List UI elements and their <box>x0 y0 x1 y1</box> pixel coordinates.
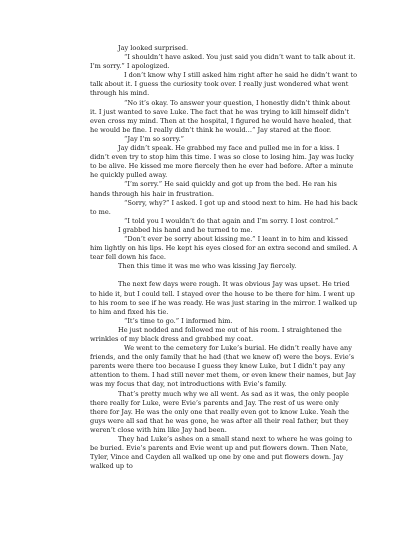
section-break <box>90 271 358 280</box>
paragraph: “It’s time to go.” I informed him. <box>124 316 233 325</box>
paragraph: That’s pretty much why we all went. As sad as it was, the only people there really for Luke, were Evie’s parents and Jay. The rest of us were only there for Jay. He was the only one that really even got to know Luke. Yeah the guys were all sad that he was gone, he was after all their real father, but they weren’t close with him like Jay had been. <box>90 389 349 434</box>
paragraph: The next few days were rough. It was obvious Jay was upset. He tried to hide it, but I could tell. I stayed over the house to be there for him. I went up to his room to see if he was ready. He was just staring in the mirror. I walked up to him and fixed his tie. <box>90 280 357 316</box>
paragraph: “Jay I’m so sorry.” <box>124 134 184 143</box>
paragraph: We went to the cemetery for Luke’s burial. He didn’t really have any friends, and the only family that he had (that we knew of) were the boys. Evie’s parents were there too because I guess they knew Luke, but I didn’t pay any attention to them. I had still never met them, or even knew their names, but Jay was my focus that day, not introductions with Evie’s family. <box>90 344 356 389</box>
paragraph: He just nodded and followed me out of his room. I straightened the wrinkles of my black dress and grabbed my coat. <box>90 325 342 343</box>
paragraph: I grabbed his hand and he turned to me. <box>118 225 253 234</box>
paragraph: They had Luke’s ashes on a small stand next to where he was going to be buried. Evie’s parents and Evie went up and put flowers down. Then Nate, Tyler, Vince and Cayden all walked up one by one and put flowers down. Jay walked up to <box>90 435 353 471</box>
paragraph: “I told you I wouldn’t do that again and I’m sorry. I lost control.” <box>124 216 339 225</box>
paragraph: Jay didn’t speak. He grabbed my face and pulled me in for a kiss. I didn’t even try to stop him this time. I was so close to losing him. Jay was lucky to be alive. He kissed me more fiercely then he ever had before. After a minute he quickly pulled away. <box>90 144 354 180</box>
paragraph: Jay looked surprised. <box>118 44 189 52</box>
paragraph: “Sorry, why?” I asked. I got up and stood next to him. He had his back to me. <box>90 198 358 216</box>
paragraph: “I shouldn’t have asked. You just said you didn’t want to talk about it. I’m sorry.” I apologized. <box>90 53 356 71</box>
paragraph: “Don’t ever be sorry about kissing me.” I leant in to him and kissed him lightly on his lips. He kept his eyes closed for an extra second and smiled. A tear fell down his face. <box>90 234 358 262</box>
paragraph: Then this time it was me who was kissing Jay fiercely. <box>118 262 297 271</box>
paragraph: “No it’s okay. To answer your question, I honestly didn’t think about it. I just wanted to save Luke. The fact that he was trying to kill himself didn’t even cross my mind. Then at the hospital, I figured he would have healed, that he would be fine. I really didn’t think he would…” Jay stared at the floor. <box>90 98 352 134</box>
paragraph: I don’t know why I still asked him right after he said he didn’t want to talk about it. I guess the curiosity took over. I really just wondered what went through his mind. <box>90 71 358 98</box>
paragraph: “I’m sorry.” He said quickly and got up from the bed. He ran his hands through his hair in frustration. <box>90 180 337 198</box>
